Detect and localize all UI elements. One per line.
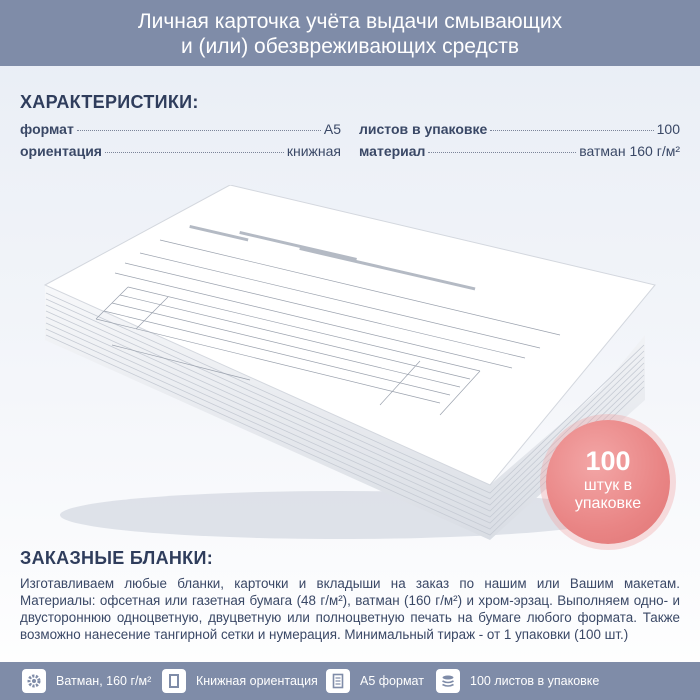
- characteristics-title: ХАРАКТЕРИСТИКИ:: [20, 92, 199, 112]
- spec-dots: [428, 152, 576, 153]
- badge-number: 100: [585, 446, 631, 476]
- footer-label-orientation: Книжная ориентация: [196, 674, 318, 688]
- footer-item-format: [326, 669, 424, 693]
- header-title-line-2: и (или) обезвреживающих средств: [180, 35, 520, 58]
- order-description: Изготавливаем любые бланки, карточки и вкладыши на заказ по нашим или Вашим макетам. Материалы: офсетная или газетная бумага (48 г/м²), ватман (160 г/м²) и хром-эрзац. Выполняем одно- и двустороннюю одноцветную, двуцветную или полноцветную печать на бумаге любого формата. Также возможно нанесение тангирной сетки и нумерация. Минимальный тираж - от 1 упаковки (100 шт.): [20, 576, 680, 642]
- spec-format-key: формат: [20, 121, 74, 137]
- order-title: ЗАКАЗНЫЕ БЛАНКИ:: [20, 548, 213, 568]
- badge-line-2: упаковке: [574, 495, 642, 512]
- header-title-line-1: Личная карточка учёта выдачи смывающих: [137, 10, 563, 33]
- quantity-badge: [546, 420, 670, 544]
- spec-format: [20, 121, 341, 141]
- footer-item-sheets: [436, 669, 599, 693]
- document-icon: [326, 669, 350, 693]
- footer-label-sheets: 100 листов в упаковке: [470, 674, 600, 688]
- spec-dots: [105, 152, 284, 153]
- header-banner: [0, 0, 700, 66]
- gear-icon: [22, 669, 46, 693]
- spec-dots: [77, 130, 321, 131]
- spec-format-value: А5: [323, 121, 341, 137]
- spec-orientation-value: книжная: [286, 143, 341, 159]
- spec-dots: [490, 130, 653, 131]
- footer-bar: [0, 662, 700, 700]
- spec-material-key: материал: [359, 143, 426, 159]
- spec-orientation: [20, 143, 341, 163]
- spec-sheets: [359, 121, 680, 141]
- spec-sheets-key: листов в упаковке: [359, 121, 488, 137]
- badge-line-1: штук в: [583, 477, 633, 494]
- footer-item-material: [22, 669, 151, 693]
- spec-material-value: ватман 160 г/м²: [579, 143, 680, 159]
- footer-label-material: Ватман, 160 г/м²: [56, 674, 152, 688]
- footer-label-format: А5 формат: [360, 674, 424, 688]
- portrait-page-icon: [162, 669, 186, 693]
- spec-sheets-value: 100: [656, 121, 680, 137]
- stack-icon: [436, 669, 460, 693]
- footer-item-orientation: [162, 669, 318, 693]
- spec-orientation-key: ориентация: [20, 143, 102, 159]
- spec-material: [359, 143, 680, 163]
